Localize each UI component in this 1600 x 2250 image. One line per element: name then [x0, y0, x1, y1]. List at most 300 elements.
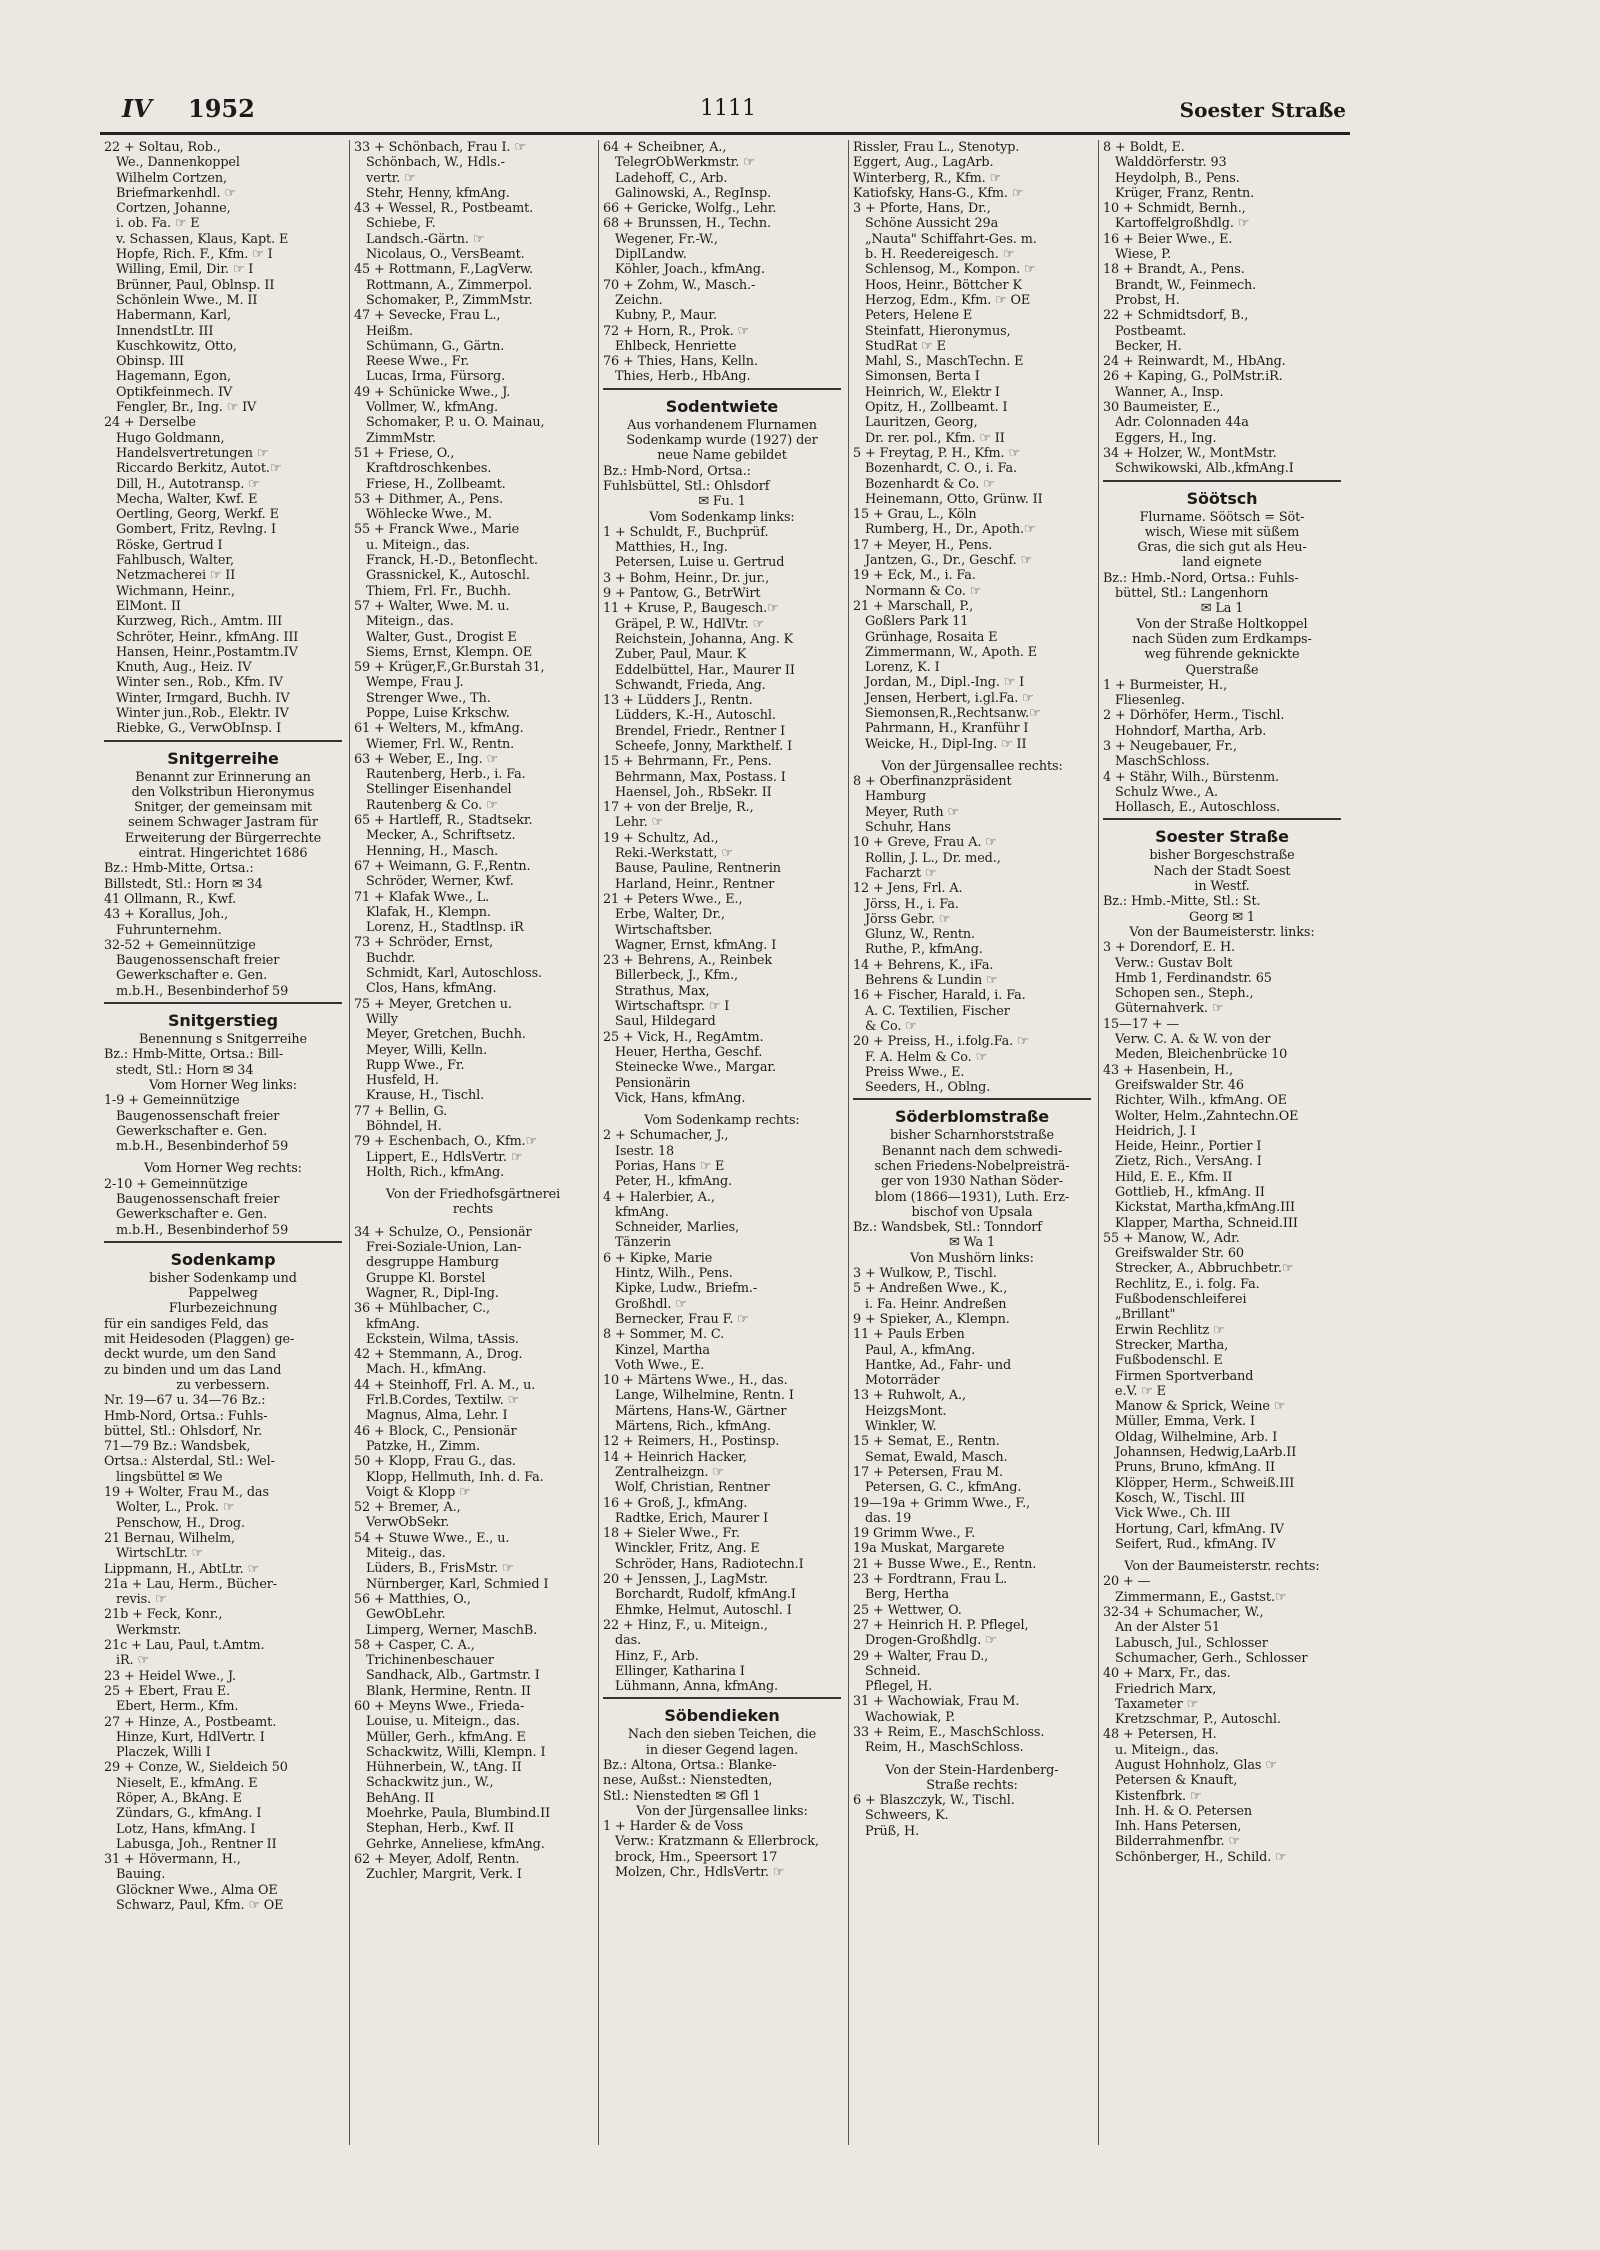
- entry-line: Wiese, P.: [1115, 247, 1172, 263]
- entry-line: Siems, Ernst, Klempn. OE: [366, 644, 533, 660]
- entry-line: Husfeld, H.: [366, 1073, 439, 1089]
- entry-line: „Nauta" Schiffahrt-Ges. m.: [865, 231, 1037, 247]
- entry-line: Kipke, Ludw., Briefm.-: [615, 1281, 758, 1297]
- entry-line: Peters, Helene E: [865, 308, 973, 324]
- entry-line: u. Miteign., das.: [366, 537, 470, 553]
- entry-line: Goßlers Park 11: [865, 614, 969, 630]
- entry-line: Schumacher, Gerh., Schlosser: [1115, 1650, 1308, 1666]
- entry-line: Buchdr.: [366, 950, 416, 966]
- street-note: Von der Straße Holtkoppel: [1136, 616, 1308, 632]
- entry-line: Patzke, H., Zimm.: [366, 1438, 480, 1454]
- spacer: [354, 1218, 592, 1225]
- entry-line: Heuer, Hertha, Geschf.: [615, 1044, 763, 1060]
- entry-line: Meyer, Willi, Kelln.: [366, 1042, 488, 1058]
- entry-line: 2 + Schumacher, J.,: [603, 1128, 729, 1144]
- entry-line: Lotz, Hans, kfmAng. I: [116, 1821, 256, 1837]
- entry-line: Semat, Ewald, Masch.: [865, 1449, 1008, 1465]
- entry-line: Adr. Colonnaden 44a: [1115, 415, 1249, 431]
- entry-line: 10 + Schmidt, Bernh.,: [1103, 201, 1246, 217]
- entry-line: MaschSchloss.: [1115, 754, 1210, 770]
- entry-line: F. A. Helm & Co. ☞: [865, 1049, 987, 1065]
- street-note: Von Mushörn links:: [910, 1250, 1034, 1266]
- entry-line: Nr. 19—67 u. 34—76 Bz.:: [104, 1393, 266, 1409]
- entry-line: Thiem, Frl. Fr., Buchh.: [366, 583, 511, 599]
- entry-line: Firmen Sportverband: [1115, 1368, 1254, 1384]
- entry-line: Holth, Rich., kfmAng.: [366, 1164, 505, 1180]
- street-note: ger von 1930 Nathan Söder-: [880, 1174, 1064, 1190]
- street-note: Erweiterung der Bürgerrechte: [124, 830, 322, 846]
- entry-line: Wempe, Frau J.: [366, 675, 464, 691]
- entry-line: Wagner, R., Dipl-Ing.: [366, 1285, 499, 1301]
- entry-line: 23 + Fordtrann, Frau L.: [853, 1572, 1008, 1588]
- entry-line: 41 Ollmann, R., Kwf.: [104, 891, 237, 907]
- street-note: Nach den sieben Teichen, die: [627, 1727, 817, 1743]
- street-note: Gras, die sich gut als Heu-: [1137, 540, 1307, 556]
- entry-line: Wolf, Christian, Rentner: [615, 1480, 770, 1496]
- spacer: [1103, 1552, 1341, 1559]
- street-note: ✉ Fu. 1: [698, 494, 746, 510]
- entry-line: 12 + Reimers, H., Postinsp.: [603, 1434, 780, 1450]
- entry-line: Franck, H.-D., Betonflecht.: [366, 553, 538, 569]
- entry-line: Krause, H., Tischl.: [366, 1088, 485, 1104]
- entry-line: 1-9 + Gemeinnützige: [104, 1093, 240, 1109]
- entry-line: Schackwitz jun., W.,: [366, 1775, 494, 1791]
- entry-line: 27 + Heinrich H. P. Pflegel,: [853, 1617, 1029, 1633]
- entry-line: 71—79 Bz.: Wandsbek,: [104, 1439, 251, 1455]
- entry-line: Drogen-Großhdlg. ☞: [865, 1633, 997, 1649]
- street-note: Vom Sodenkamp links:: [649, 509, 795, 525]
- entry-line: Stehr, Henny, kfmAng.: [366, 185, 510, 201]
- entry-line: 3 + Neugebauer, Fr.,: [1103, 738, 1237, 754]
- entry-line: Postbeamt.: [1115, 323, 1187, 339]
- entry-line: Klöpper, Herm., Schweiß.III: [1115, 1475, 1295, 1491]
- page-number: 1111: [700, 96, 756, 121]
- entry-line: 12 + Jens, Frl. A.: [853, 881, 963, 897]
- street-note: Nach der Stadt Soest: [1153, 863, 1291, 879]
- entry-line: Blank, Hermine, Rentn. II: [366, 1683, 531, 1699]
- entry-line: Winter, Irmgard, Buchh. IV: [116, 690, 290, 706]
- entry-line: Petersen, G. C., kfmAng.: [865, 1480, 1022, 1496]
- entry-line: 19 + Eck, M., i. Fa.: [853, 568, 976, 584]
- section-divider: [853, 1098, 1091, 1100]
- entry-line: 36 + Mühlbacher, C.,: [354, 1301, 490, 1317]
- column-2: [354, 140, 592, 2145]
- street-note: Querstraße: [1185, 662, 1259, 678]
- entry-line: Seifert, Rud., kfmAng. IV: [1115, 1536, 1276, 1552]
- entry-line: Voth Wwe., E.: [615, 1357, 705, 1373]
- entry-line: mit Heidesoden (Plaggen) ge-: [104, 1332, 295, 1348]
- entry-line: 19a Muskat, Margarete: [853, 1541, 1005, 1557]
- entry-line: Kickstat, Martha,kfmAng.III: [1115, 1200, 1295, 1216]
- street-note: blom (1866—1931), Luth. Erz-: [874, 1189, 1070, 1205]
- entry-line: Schopen sen., Steph.,: [1115, 986, 1254, 1002]
- entry-line: Röske, Gertrud I: [116, 537, 223, 553]
- entry-line: Weicke, H., Dipl-Ing. ☞ II: [865, 736, 1027, 752]
- entry-line: Schiebe, F.: [366, 216, 436, 232]
- entry-line: Voigt & Klopp ☞: [366, 1484, 471, 1500]
- entry-line: Schönlein Wwe., M. II: [116, 292, 258, 308]
- entry-line: Hinze, Kurt, HdlVertr. I: [116, 1729, 265, 1745]
- entry-line: Scheefe, Jonny, Markthelf. I: [615, 738, 793, 754]
- entry-line: Willing, Emil, Dir. ☞ I: [116, 262, 254, 278]
- entry-line: Fußbodenschl. E: [1115, 1353, 1223, 1369]
- entry-line: 21c + Lau, Paul, t.Amtm.: [104, 1638, 265, 1654]
- entry-line: Schwandt, Frieda, Ang.: [615, 677, 766, 693]
- entry-line: Pflegel, H.: [865, 1679, 933, 1695]
- entry-line: Lüders, B., FrisMstr. ☞: [366, 1561, 514, 1577]
- entry-line: 54 + Stuwe Wwe., E., u.: [354, 1530, 510, 1546]
- entry-line: m.b.H., Besenbinderhof 59: [116, 1222, 289, 1238]
- entry-line: 9 + Pantow, G., BetrWirt: [603, 586, 761, 602]
- entry-line: Walddörferstr. 93: [1115, 155, 1227, 171]
- entry-line: Taxameter ☞: [1115, 1696, 1198, 1712]
- entry-line: 8 + Sommer, M. C.: [603, 1327, 725, 1343]
- entry-line: Greifswalder Str. 46: [1115, 1077, 1244, 1093]
- entry-line: Krüger, Franz, Rentn.: [1115, 185, 1255, 201]
- entry-line: brock, Hm., Speersort 17: [615, 1849, 778, 1865]
- entry-line: zu binden und um das Land: [104, 1362, 282, 1378]
- entry-line: Limperg, Werner, MaschB.: [366, 1622, 538, 1638]
- street-note: Flurname. Söötsch = Söt-: [1139, 509, 1305, 525]
- column-1: [104, 140, 342, 2145]
- entry-line: Hamburg: [865, 789, 926, 805]
- entry-line: 17 + Petersen, Frau M.: [853, 1464, 1004, 1480]
- entry-line: kfmAng.: [366, 1316, 420, 1332]
- entry-line: 13 + Lüdders J., Rentn.: [603, 693, 753, 709]
- entry-line: Wichmann, Heinr.,: [116, 583, 236, 599]
- street-note: Snitger, der gemeinsam mit: [134, 800, 312, 816]
- street-note: Vom Sodenkamp rechts:: [644, 1113, 800, 1129]
- entry-line: Trichinenbeschauer: [366, 1653, 494, 1669]
- entry-line: Kraftdroschkenbes.: [366, 461, 492, 477]
- entry-line: 11 + Kruse, P., Baugesch.☞: [603, 601, 779, 617]
- entry-line: BehAng. II: [366, 1790, 435, 1806]
- column-4: [853, 140, 1091, 2145]
- entry-line: Heydolph, B., Pens.: [1115, 170, 1240, 186]
- entry-line: Reichstein, Johanna, Ang. K: [615, 631, 794, 647]
- entry-line: Röper, A., BkAng. E: [116, 1790, 242, 1806]
- entry-line: Ehlbeck, Henriette: [615, 338, 737, 354]
- entry-line: Meyer, Ruth ☞: [865, 804, 959, 820]
- entry-line: Wegener, Fr.-W.,: [615, 231, 718, 247]
- entry-line: revis. ☞: [116, 1592, 167, 1608]
- entry-line: Henning, H., Masch.: [366, 843, 499, 859]
- entry-line: Wolter, L., Prok. ☞: [116, 1500, 235, 1516]
- entry-line: 21 Bernau, Wilhelm,: [104, 1530, 236, 1546]
- entry-line: Kretzschmar, P., Autoschl.: [1115, 1712, 1281, 1728]
- entry-line: Hopfe, Rich. F., Kfm. ☞ I: [116, 247, 273, 263]
- entry-line: Schönbach, W., Hdls.-: [366, 155, 505, 171]
- street-heading: Söderblomstraße: [894, 1107, 1050, 1127]
- entry-line: Wirtschaftsber.: [615, 922, 713, 938]
- entry-line: Glöckner Wwe., Alma OE: [116, 1882, 278, 1898]
- entry-line: 47 + Sevecke, Frau L.,: [354, 308, 501, 324]
- entry-line: Schümann, G., Gärtn.: [366, 338, 505, 354]
- entry-line: Riebke, G., VerwObInsp. I: [116, 721, 282, 737]
- entry-line: StudRat ☞ E: [865, 338, 946, 354]
- entry-line: 43 + Hasenbein, H.,: [1103, 1062, 1233, 1078]
- entry-line: Hild, E. E., Kfm. II: [1115, 1169, 1233, 1185]
- entry-line: 15 + Semat, E., Rentn.: [853, 1434, 1000, 1450]
- column-3: [603, 140, 841, 2145]
- street-heading: Söötsch: [1186, 488, 1258, 508]
- street-heading: Söbendieken: [664, 1706, 780, 1726]
- entry-line: Heinemann, Otto, Grünw. II: [865, 491, 1043, 507]
- entry-line: 9 + Spieker, A., Klempn.: [853, 1311, 1010, 1327]
- entry-line: Brendel, Friedr., Rentner I: [615, 723, 786, 739]
- entry-line: Magnus, Alma, Lehr. I: [366, 1408, 508, 1424]
- entry-line: Eggert, Aug., LagArb.: [853, 155, 994, 171]
- entry-line: Rissler, Frau L., Stenotyp.: [853, 140, 1020, 155]
- entry-line: 21a + Lau, Herm., Bücher-: [104, 1576, 278, 1592]
- entry-line: Penschow, H., Drog.: [116, 1515, 245, 1531]
- entry-line: Gewerkschafter e. Gen.: [116, 1207, 268, 1223]
- entry-line: Schweers, K.: [865, 1808, 949, 1824]
- entry-line: Hugo Goldmann,: [116, 430, 225, 446]
- entry-line: Fußbodenschleiferei: [1115, 1292, 1247, 1308]
- spacer: [104, 1154, 342, 1161]
- entry-line: Hohndorf, Martha, Arb.: [1115, 723, 1267, 739]
- entry-line: Rautenberg & Co. ☞: [366, 797, 498, 813]
- entry-line: Wilhelm Cortzen,: [116, 170, 228, 186]
- street-note: weg führende geknickte: [1144, 647, 1300, 663]
- section-divider: [603, 1697, 841, 1699]
- entry-line: „Brillant": [1115, 1307, 1176, 1323]
- entry-line: Kartoffelgroßhdlg. ☞: [1115, 216, 1250, 232]
- entry-line: Louise, u. Miteign., das.: [366, 1714, 520, 1730]
- entry-line: Miteign., das.: [366, 614, 454, 630]
- entry-line: Poppe, Luise Krkschw.: [366, 705, 510, 721]
- column-5: [1103, 140, 1341, 2145]
- entry-line: 11 + Pauls Erben: [853, 1327, 965, 1343]
- entry-line: das. 19: [865, 1510, 912, 1526]
- entry-line: 24 + Derselbe: [104, 415, 196, 431]
- entry-line: 3 + Dorendorf, E. H.: [1103, 940, 1236, 956]
- entry-line: 5 + Andreßen Wwe., K.,: [853, 1281, 1008, 1297]
- entry-line: 34 + Schulze, O., Pensionär: [354, 1224, 532, 1240]
- entry-line: das.: [615, 1633, 642, 1649]
- entry-line: Bilderrahmenfbr. ☞: [1115, 1834, 1240, 1850]
- entry-line: 59 + Krüger,F.,Gr.Burstah 31,: [354, 660, 545, 676]
- street-note: in dieser Gegend lagen.: [645, 1742, 799, 1758]
- entry-line: Rollin, J. L., Dr. med.,: [865, 850, 1001, 866]
- entry-line: Großhdl. ☞: [615, 1296, 687, 1312]
- entry-line: 77 + Bellin, G.: [354, 1103, 448, 1119]
- entry-line: Wiemer, Frl. W., Rentn.: [366, 736, 515, 752]
- entry-line: Harland, Heinr., Rentner: [615, 876, 775, 892]
- column-divider: [848, 140, 849, 2145]
- entry-line: Wolter, Helm.,Zahntechn.OE: [1115, 1108, 1299, 1124]
- entry-line: Bauing.: [116, 1867, 166, 1883]
- entry-line: Eckstein, Wilma, tAssis.: [366, 1331, 519, 1347]
- entry-line: Reki.-Werkstatt, ☞: [615, 846, 733, 862]
- entry-line: 48 + Petersen, H.: [1103, 1727, 1217, 1743]
- street-note: Von der Baumeisterstr. links:: [1129, 924, 1315, 940]
- entry-line: 50 + Klopp, Frau G., das.: [354, 1454, 516, 1470]
- entry-line: Bz.: Altona, Ortsa.: Blanke-: [603, 1757, 777, 1773]
- entry-line: 2 + Dörhöfer, Herm., Tischl.: [1103, 708, 1285, 724]
- entry-line: 6 + Blaszczyk, W., Tischl.: [853, 1793, 1015, 1809]
- entry-line: kfmAng.: [615, 1204, 669, 1220]
- entry-line: Bause, Pauline, Rentnerin: [615, 861, 781, 877]
- entry-line: Klapper, Martha, Schneid.III: [1115, 1215, 1298, 1231]
- street-note: bischof von Upsala: [911, 1204, 1033, 1220]
- entry-line: 14 + Behrens, K., iFa.: [853, 957, 994, 973]
- entry-line: Jantzen, G., Dr., Geschf. ☞: [865, 553, 1032, 569]
- entry-line: Kinzel, Martha: [615, 1342, 710, 1358]
- entry-line: Dill, H., Autotransp. ☞: [116, 476, 260, 492]
- entry-line: 32-52 + Gemeinnützige: [104, 937, 256, 953]
- entry-line: Erwin Rechlitz ☞: [1115, 1322, 1225, 1338]
- entry-line: Ladehoff, C., Arb.: [615, 170, 728, 186]
- entry-line: Heidrich, J. I: [1115, 1123, 1196, 1139]
- street-note: seinem Schwager Jastram für: [128, 815, 318, 831]
- entry-line: Strecker, A., Abbruchbetr.☞: [1115, 1261, 1294, 1277]
- street-note: in Westf.: [1194, 879, 1250, 895]
- section-divider: [104, 1241, 342, 1243]
- street-note: Sodenkamp wurde (1927) der: [626, 433, 818, 449]
- entry-line: Strecker, Martha,: [1115, 1337, 1229, 1353]
- entry-line: Strenger Wwe., Th.: [366, 690, 491, 706]
- entry-line: u. Miteign., das.: [1115, 1742, 1219, 1758]
- entry-line: 2-10 + Gemeinnützige: [104, 1176, 248, 1192]
- entry-line: Lorenz, H., Stadtlnsp. iR: [366, 920, 524, 936]
- entry-line: Rechlitz, E., i. folg. Fa.: [1115, 1276, 1260, 1292]
- entry-line: v. Schassen, Klaus, Kapt. E: [116, 231, 289, 247]
- entry-line: Hmb 1, Ferdinandstr. 65: [1115, 970, 1272, 986]
- entry-line: Opitz, H., Zollbeamt. I: [865, 400, 1008, 416]
- entry-line: 61 + Welters, M., kfmAng.: [354, 721, 524, 737]
- entry-line: Rumberg, H., Dr., Apoth.☞: [865, 522, 1036, 538]
- entry-line: HeizgsMont.: [865, 1403, 947, 1419]
- entry-line: Bz.: Hmb-Nord, Ortsa.:: [603, 463, 751, 479]
- entry-line: 15—17 + —: [1103, 1016, 1180, 1032]
- section-divider: [603, 388, 841, 390]
- entry-line: lingsbüttel ✉ We: [116, 1469, 223, 1485]
- street-heading: Sodentwiete: [665, 396, 779, 416]
- entry-line: Motorräder: [865, 1373, 940, 1389]
- street-note: Von der Stein-Hardenberg-: [885, 1762, 1059, 1778]
- street-note: rechts: [452, 1202, 494, 1218]
- entry-line: ElMont. II: [116, 598, 181, 614]
- entry-line: Stellinger Eisenhandel: [366, 782, 512, 798]
- entry-line: Porias, Hans ☞ E: [615, 1159, 725, 1174]
- entry-line: 40 + Marx, Fr., das.: [1103, 1666, 1231, 1682]
- entry-line: Saul, Hildegard: [615, 1014, 716, 1030]
- entry-line: 22 + Hinz, F., u. Miteign.,: [603, 1617, 768, 1633]
- entry-line: büttel, Stl.: Langenhorn: [1115, 586, 1269, 602]
- entry-line: Gewerkschafter e. Gen.: [116, 1123, 268, 1139]
- entry-line: e.V. ☞ E: [1115, 1383, 1166, 1399]
- entry-line: Probst, H.: [1115, 292, 1180, 308]
- entry-line: Molzen, Chr., HdlsVertr. ☞: [615, 1865, 785, 1881]
- entry-line: Handelsvertretungen ☞: [116, 445, 269, 461]
- column-divider: [349, 140, 350, 2145]
- entry-line: Schwikowski, Alb.,kfmAng.I: [1115, 461, 1294, 477]
- entry-line: 32-34 + Schumacher, W.,: [1103, 1605, 1264, 1621]
- entry-line: Schöne Aussicht 29a: [865, 216, 999, 232]
- entry-line: 1 + Burmeister, H.,: [1103, 677, 1228, 693]
- entry-line: 52 + Bremer, A.,: [354, 1500, 461, 1516]
- entry-line: Märtens, Rich., kfmAng.: [615, 1419, 771, 1435]
- entry-line: 19 + Schultz, Ad.,: [603, 830, 719, 846]
- entry-line: Hoos, Heinr., Böttcher K: [865, 277, 1022, 293]
- entry-line: Walter, Gust., Drogist E: [366, 629, 517, 645]
- entry-line: Knuth, Aug., Heiz. IV: [116, 660, 252, 676]
- entry-line: Eggers, H., Ing.: [1115, 430, 1217, 446]
- entry-line: 21 + Marschall, P.,: [853, 598, 974, 614]
- entry-line: 6 + Kipke, Marie: [603, 1250, 713, 1266]
- entry-line: Reese Wwe., Fr.: [366, 354, 470, 370]
- entry-line: Wöhlecke Wwe., M.: [366, 507, 492, 523]
- entry-line: Schomaker, P. u. O. Mainau,: [366, 415, 545, 431]
- entry-line: Briefmarkenhdl. ☞: [116, 185, 236, 201]
- entry-line: Stl.: Nienstedten ✉ Gfl 1: [603, 1788, 761, 1804]
- entry-line: Kurzweg, Rich., Amtm. III: [116, 614, 283, 630]
- street-note: Von der Jürgensallee links:: [636, 1803, 808, 1819]
- entry-line: Ruthe, P., kfmAng.: [865, 942, 983, 958]
- street-note: Vom Horner Weg links:: [149, 1077, 297, 1093]
- entry-line: Güternahverk. ☞: [1115, 1001, 1224, 1017]
- entry-line: A. C. Textilien, Fischer: [865, 1003, 1010, 1019]
- entry-line: Netzmacherei ☞ II: [116, 568, 236, 584]
- entry-line: Frl.B.Cordes, Textilw. ☞: [366, 1393, 520, 1409]
- entry-line: Gräpel, P. W., HdlVtr. ☞: [615, 616, 764, 632]
- entry-line: Bz.: Hmb-Mitte, Ortsa.: Bill-: [104, 1047, 284, 1063]
- entry-line: Lorenz, K. I: [865, 660, 940, 676]
- entry-line: Müller, Gerh., kfmAng. E: [366, 1729, 526, 1745]
- entry-line: 73 + Schröder, Ernst,: [354, 935, 494, 951]
- entry-line: Ellinger, Katharina I: [615, 1663, 745, 1679]
- entry-line: 4 + Halerbier, A.,: [603, 1189, 715, 1205]
- entry-line: 29 + Walter, Frau D.,: [853, 1648, 989, 1664]
- entry-line: Gombert, Fritz, Revlng. I: [116, 522, 276, 538]
- entry-line: 24 + Reinwardt, M., HbAng.: [1103, 354, 1286, 370]
- entry-line: Meden, Bleichenbrücke 10: [1115, 1047, 1288, 1063]
- entry-line: 65 + Hartleff, R., Stadtsekr.: [354, 813, 533, 829]
- section-divider: [104, 740, 342, 742]
- entry-line: Normann & Co. ☞: [865, 583, 982, 599]
- street-note: bisher Scharnhorststraße: [890, 1128, 1054, 1144]
- entry-line: Haensel, Joh., RbSekr. II: [615, 784, 772, 800]
- entry-line: DiplLandw.: [615, 247, 687, 263]
- entry-line: Hinz, F., Arb.: [615, 1648, 699, 1664]
- entry-line: Bz.: Hmb.-Mitte, Stl.: St.: [1103, 894, 1261, 910]
- entry-line: Reim, H., MaschSchloss.: [865, 1740, 1024, 1756]
- entry-line: Lippert, E., HdlsVertr. ☞: [366, 1149, 523, 1165]
- entry-line: 18 + Brandt, A., Pens.: [1103, 262, 1245, 278]
- entry-line: Werkmstr.: [116, 1622, 182, 1638]
- entry-line: Lüdders, K.-H., Autoschl.: [615, 708, 776, 724]
- entry-line: 8 + Boldt, E.: [1103, 140, 1185, 155]
- street-note: Benannt nach dem schwedi-: [881, 1143, 1063, 1159]
- entry-line: Pensionärin: [615, 1075, 691, 1091]
- entry-line: b. H. Reedereigesch. ☞: [865, 247, 1015, 263]
- entry-line: 33 + Schönbach, Frau I. ☞: [354, 140, 526, 155]
- entry-line: Wirtschaftspr. ☞ I: [615, 999, 730, 1015]
- entry-line: Grassnickel, K., Autoschl.: [366, 568, 530, 584]
- entry-line: 16 + Fischer, Harald, i. Fa.: [853, 988, 1026, 1004]
- entry-line: 16 + Groß, J., kfmAng.: [603, 1495, 748, 1511]
- entry-line: 55 + Franck Wwe., Marie: [354, 522, 520, 538]
- street-note: eintrat. Hingerichtet 1686: [138, 846, 308, 862]
- entry-line: Märtens, Hans-W., Gärtner: [615, 1403, 787, 1419]
- entry-line: 29 + Conze, W., Sieldeich 50: [104, 1760, 288, 1776]
- entry-line: Kuschkowitz, Otto,: [116, 338, 237, 354]
- entry-line: Schröter, Heinr., kfmAng. III: [116, 629, 299, 645]
- entry-line: We., Dannenkoppel: [116, 155, 240, 171]
- entry-line: m.b.H., Besenbinderhof 59: [116, 983, 289, 999]
